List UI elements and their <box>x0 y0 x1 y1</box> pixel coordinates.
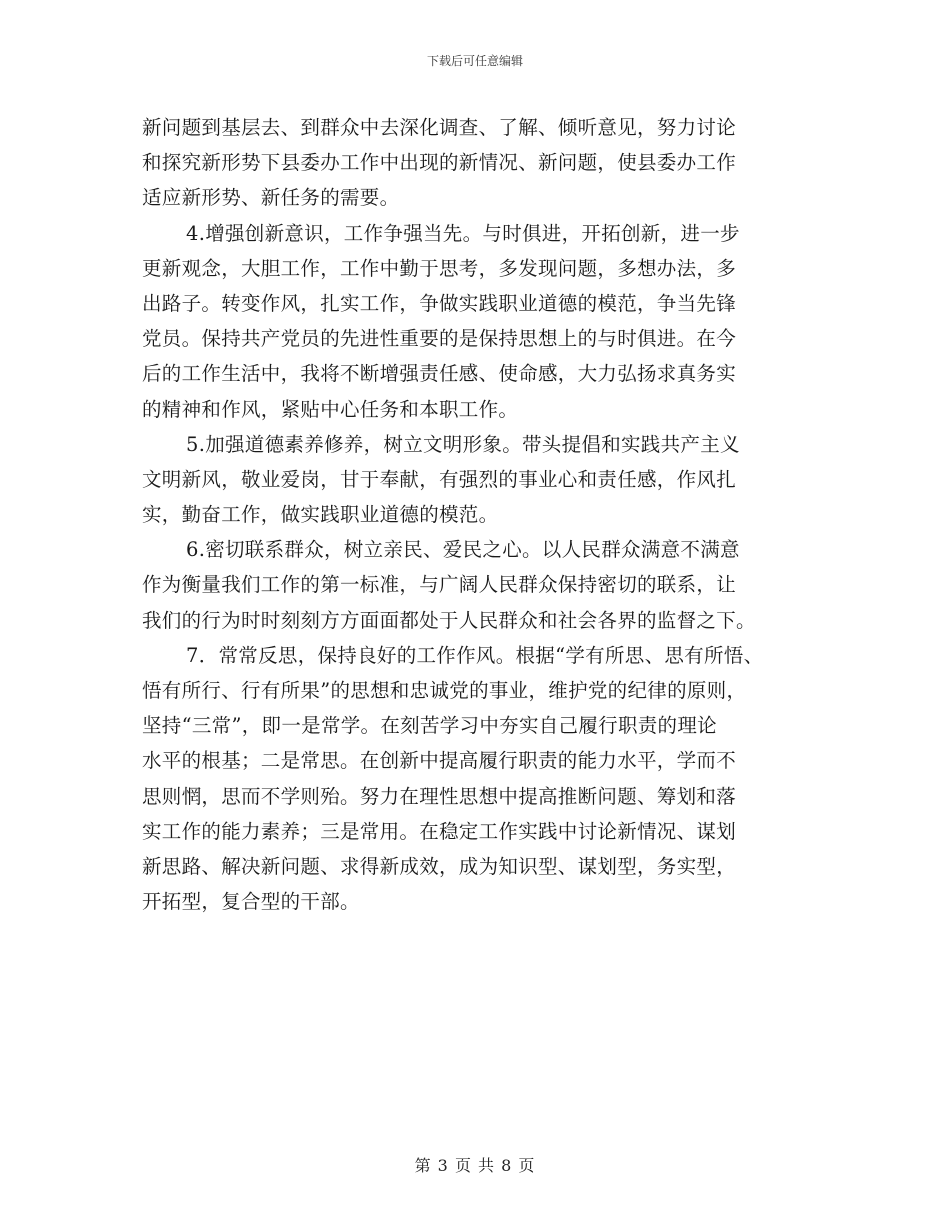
text-line: 出路子。转变作风，扎实工作，争做实践职业道德的模范，争当先锋 <box>142 291 737 315</box>
text-line: 我们的行为时时刻刻方方面面都处于人民群众和社会各界的监督之下。 <box>142 608 756 632</box>
text-line: 4.增强创新意识，工作争强当先。与时俱进，开拓创新，进一步 <box>186 221 740 245</box>
text-line: 实工作的能力素养；三是常用。在稳定工作实践中讨论新情况、谋划 <box>142 819 737 843</box>
text-line: 党员。保持共产党员的先进性重要的是保持思想上的与时俱进。在今 <box>142 327 737 351</box>
document-body <box>142 110 802 919</box>
page-number-footer: 第 3 页 共 8 页 <box>414 1156 536 1175</box>
text-line: 实，勤奋工作，做实践职业道德的模范。 <box>142 503 499 527</box>
text-line: 悟有所行、行有所果”的思想和忠诚党的事业，维护党的纪律的原则， <box>142 679 747 702</box>
text-line: 后的工作生活中，我将不断增强责任感、使命感，大力弘扬求真务实 <box>142 362 737 386</box>
text-line: 的精神和作风，紧贴中心任务和本职工作。 <box>142 397 519 421</box>
text-line: 适应新形势、新任务的需要。 <box>142 186 400 210</box>
text-line: 思则惘，思而不学则殆。努力在理性思想中提高推断问题、筹划和落 <box>142 784 737 808</box>
text-line: 新思路、解决新问题、求得新成效，成为知识型、谋划型，务实型， <box>142 854 737 878</box>
header-note: 下载后可任意编辑 <box>426 54 523 68</box>
text-line: 更新观念，大胆工作，工作中勤于思考，多发现问题，多想办法，多 <box>142 256 737 280</box>
text-line: 6.密切联系群众，树立亲民、爱民之心。以人民群众满意不满意 <box>186 538 740 562</box>
text-line: 开拓型，复合型的干部。 <box>142 890 360 914</box>
text-line: 文明新风，敬业爱岗，甘于奉献，有强烈的事业心和责任感，作风扎 <box>142 467 737 491</box>
text-line: 新问题到基层去、到群众中去深化调查、了解、倾听意见，努力讨论 <box>142 116 737 139</box>
text-line: 坚持“三常”，即一是常学。在刻苦学习中夯实自己履行职责的理论 <box>142 714 717 738</box>
text-line: 作为衡量我们工作的第一标准，与广阔人民群众保持密切的联系，让 <box>142 573 737 597</box>
text-line: 5.加强道德素养修养，树立文明形象。带头提倡和实践共产主义 <box>186 432 740 456</box>
text-line: 和探究新形势下县委办工作中出现的新情况、新问题，使县委办工作 <box>142 151 737 175</box>
text-line: 水平的根基；二是常思。在创新中提高履行职责的能力水平，学而不 <box>142 749 737 773</box>
text-line: 7．常常反思，保持良好的工作作风。根据“学有所思、思有所悟、 <box>186 643 764 667</box>
